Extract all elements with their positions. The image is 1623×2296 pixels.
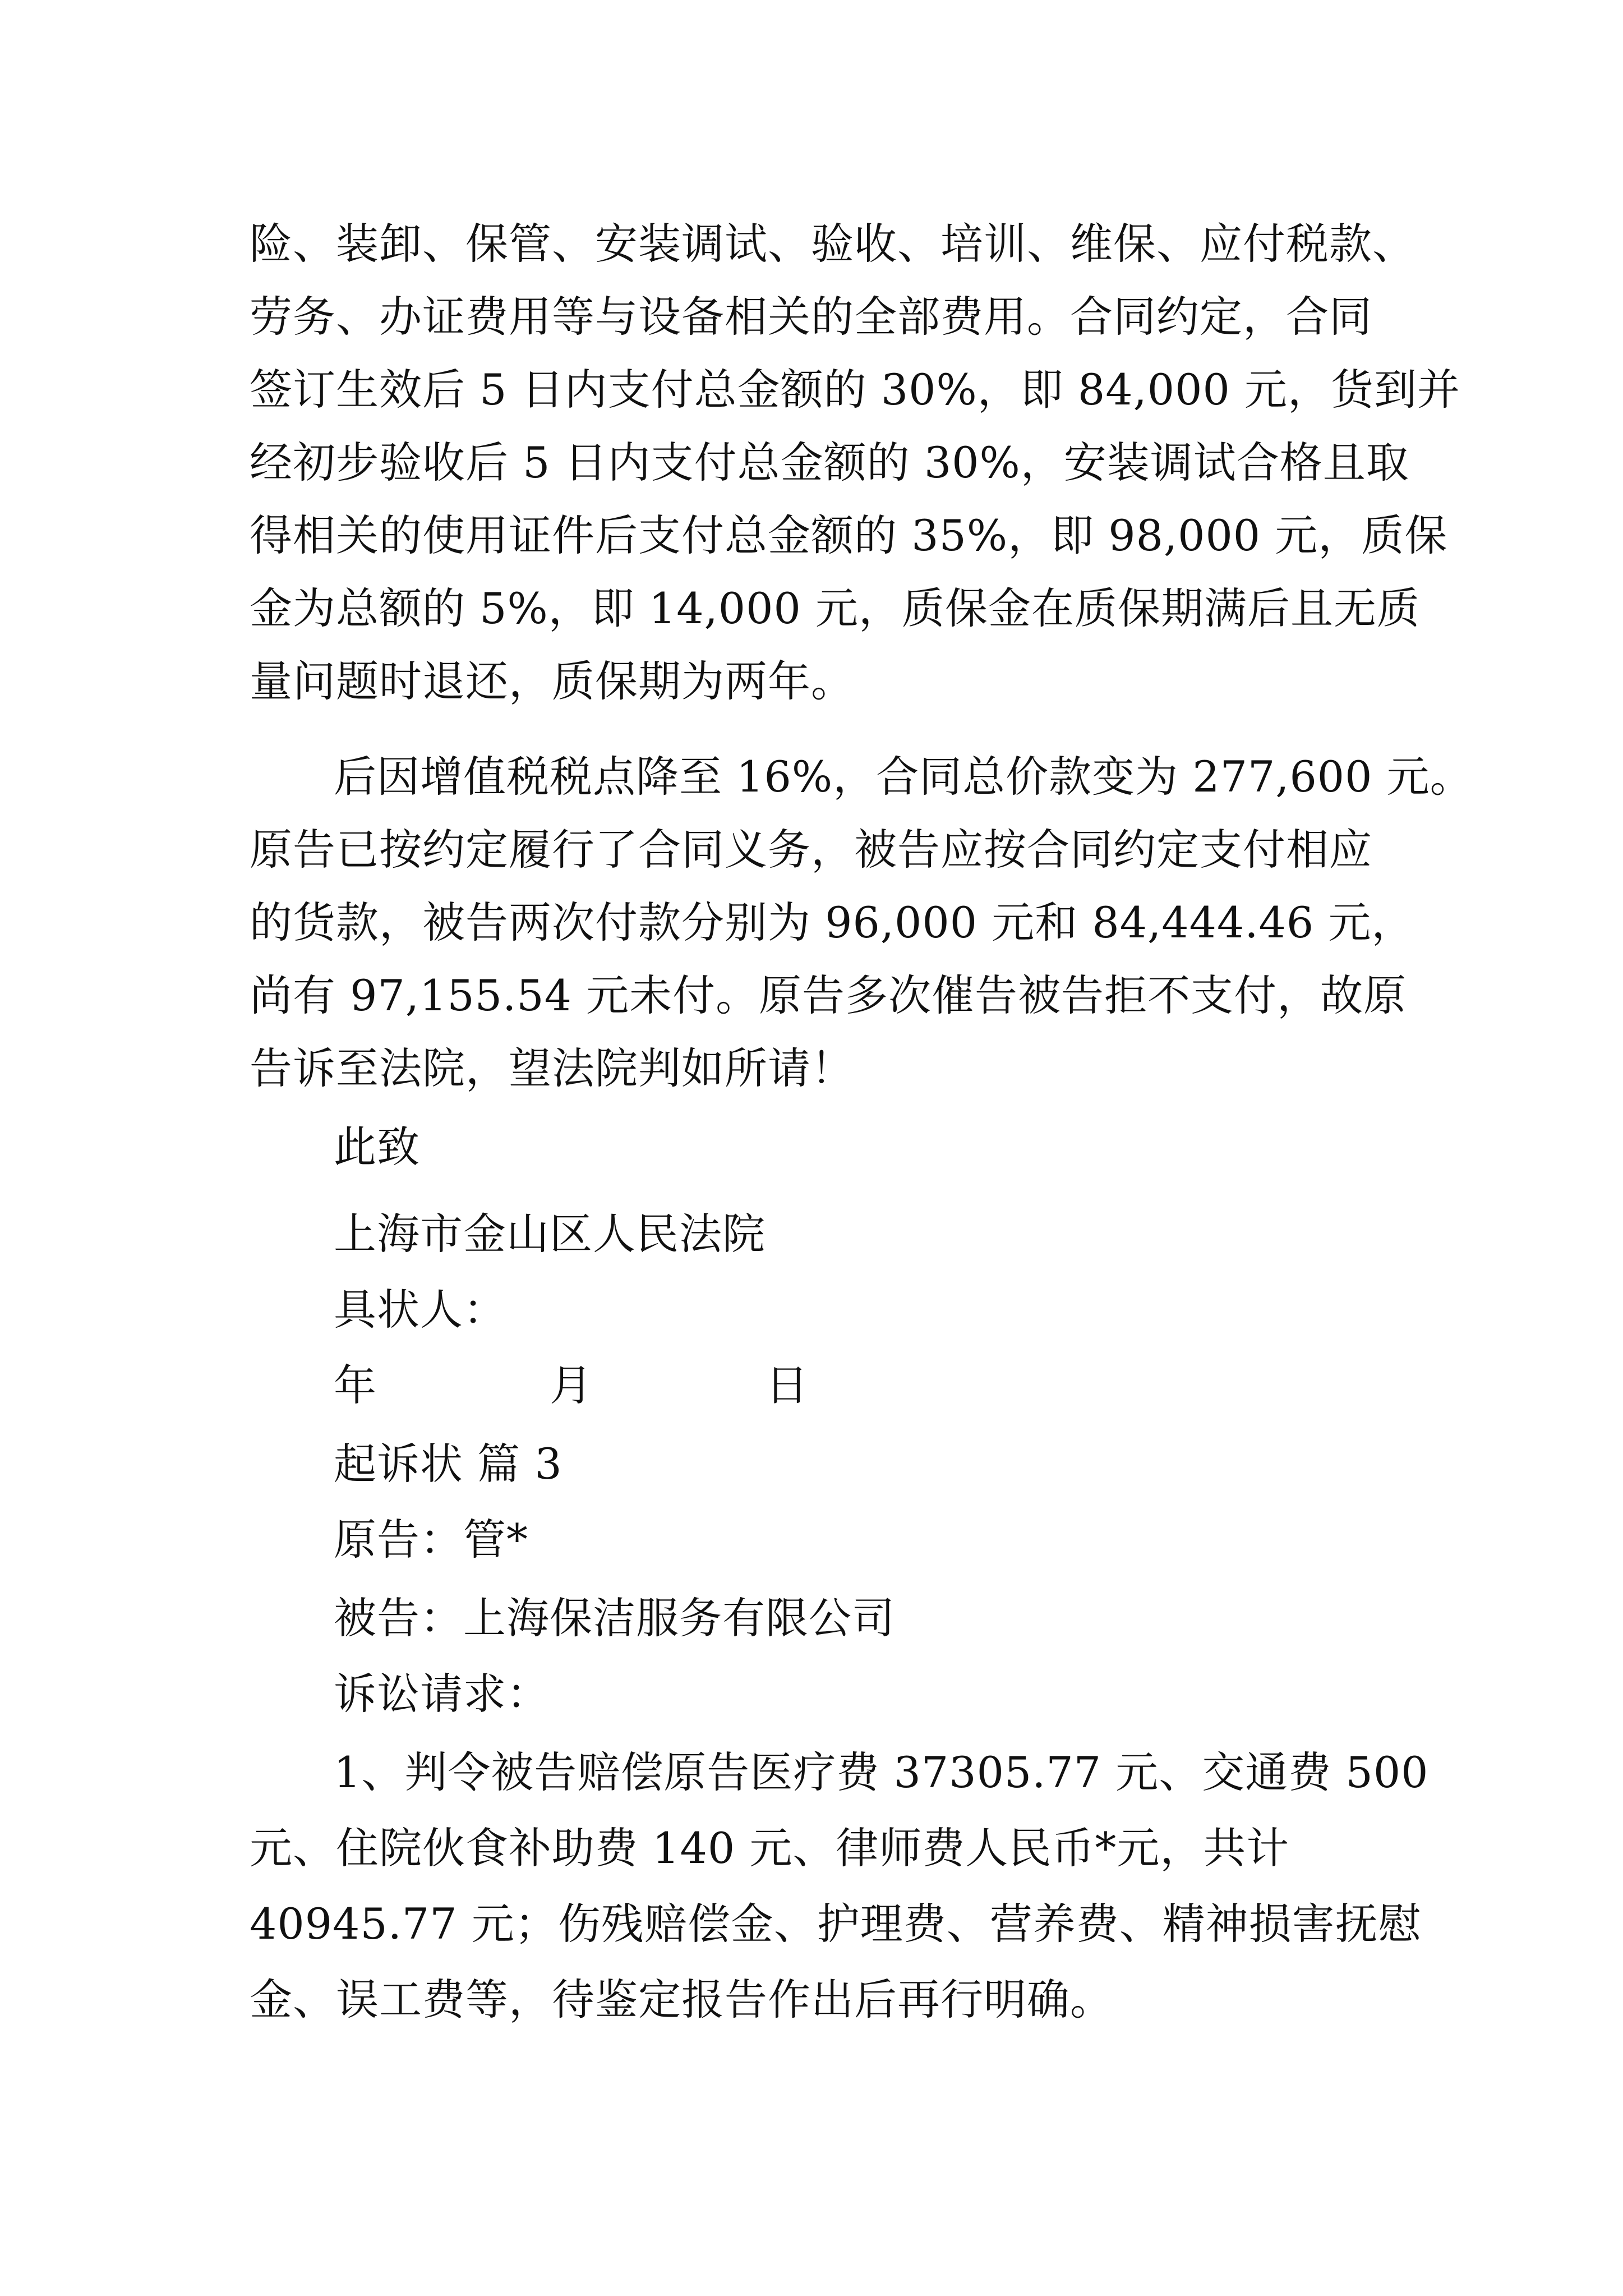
paragraph1-line-6: 金为总额的 5%，即 14,000 元，质保金在质保期满后且无质 [250,583,1420,633]
claims-label: 诉讼请求： [334,1669,550,1719]
paragraph1-line-4: 经初步验收后 5 日内支付总金额的 30%，安装调试合格且取 [250,438,1409,487]
paragraph2-line-5: 告诉至法院，望法院判如所请！ [250,1043,854,1093]
signer-label: 具状人： [334,1285,506,1335]
claim1-line-4: 金、误工费等，待鉴定报告作出后再行明确。 [250,1975,1113,2024]
claim1-line-2: 元、住院伙食补助费 140 元、律师费人民币*元，共计 [250,1823,1290,1873]
paragraph1-line-3: 签订生效后 5 日内支付总金额的 30%，即 84,000 元，货到并 [250,365,1460,415]
paragraph2-line-3: 的货款，被告两次付款分别为 96,000 元和 84,444.46 元， [250,898,1415,947]
salutation: 此致 [334,1122,420,1172]
plaintiff-line: 原告：管* [334,1515,528,1565]
court-name: 上海市金山区人民法院 [334,1209,766,1259]
defendant-line: 被告：上海保洁服务有限公司 [334,1593,895,1643]
paragraph1-line-7: 量问题时退还，质保期为两年。 [250,656,854,706]
paragraph2-line-4: 尚有 97,155.54 元未付。原告多次催告被告拒不支付，故原 [250,970,1407,1020]
paragraph1-line-1: 险、装卸、保管、安装调试、验收、培训、维保、应付税款、 [250,219,1415,269]
date-line: 年 月 日 [334,1360,809,1410]
paragraph1-line-5: 得相关的使用证件后支付总金额的 35%，即 98,000 元，质保 [250,510,1448,560]
paragraph2-line-2: 原告已按约定履行了合同义务，被告应按合同约定支付相应 [250,825,1372,875]
claim1-line-1: 1、判令被告赔偿原告医疗费 37305.77 元、交通费 500 [334,1747,1429,1797]
paragraph1-line-2: 劳务、办证费用等与设备相关的全部费用。合同约定，合同 [250,292,1372,342]
claim1-line-3: 40945.77 元；伤残赔偿金、护理费、营养费、精神损害抚慰 [250,1899,1422,1949]
section-heading: 起诉状 篇 3 [334,1439,562,1489]
paragraph2-line-1: 后因增值税税点降至 16%，合同总价款变为 277,600 元。 [334,752,1473,802]
